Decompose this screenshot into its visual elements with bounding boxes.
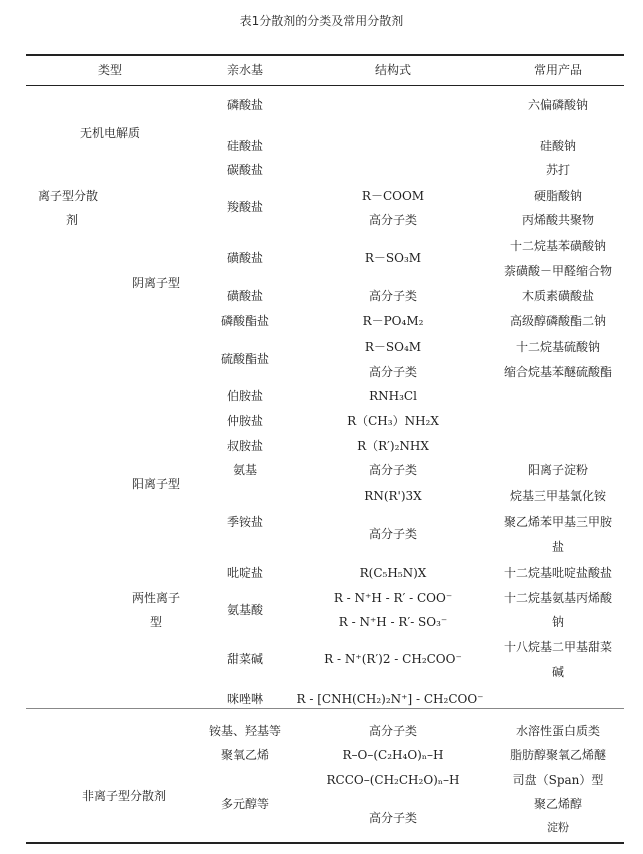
product-cell: 司盘（Span）型: [512, 773, 604, 787]
group-cell: 磺酸盐: [226, 289, 264, 303]
product-cell: 水溶性蛋白质类: [515, 724, 601, 738]
formula-cell: R - [CNH(CH₂)₂N⁺] - CH₂COO⁻: [296, 692, 484, 706]
group-cell: 氨基酸: [226, 603, 264, 617]
product-cell: 淀粉: [547, 821, 569, 834]
group-cell: 硅酸盐: [226, 139, 264, 153]
product-cell: 十二烷基氨基丙烯酸: [503, 591, 613, 605]
formula-cell: RCCO–(CH₂CH₂O)ₙ–H: [326, 773, 460, 787]
category-nonionic: 非离子型分散剂: [82, 789, 167, 803]
product-cell: 碱: [551, 665, 565, 679]
category-ionic-line1: 离子型分散: [38, 189, 99, 203]
product-cell: 苏打: [545, 163, 571, 177]
group-cell: 磺酸盐: [226, 251, 264, 265]
formula-cell: R－COOM: [361, 189, 425, 203]
category-amphoteric-line2: 型: [150, 615, 163, 629]
product-cell: 木质素磺酸盐: [521, 289, 595, 303]
group-cell: 多元醇等: [220, 797, 270, 811]
group-cell: 羧酸盐: [226, 200, 264, 214]
product-cell: 聚乙烯苯甲基三甲胺: [503, 515, 613, 529]
formula-cell: RN(R')3X: [364, 489, 422, 503]
formula-cell: R - N⁺(R′)2 - CH₂COO⁻: [324, 652, 462, 666]
formula-cell: R - N⁺H - R′ - COO⁻: [333, 591, 453, 605]
formula-cell: R（R′)₂NHX: [357, 439, 429, 453]
formula-cell: R－SO₄M: [364, 340, 422, 354]
group-cell: 季铵盐: [226, 515, 264, 529]
group-cell: 磷酸酯盐: [220, 314, 270, 328]
group-cell: 吡啶盐: [226, 566, 264, 580]
header-formula: 结构式: [374, 63, 412, 77]
product-cell: 十二烷基吡啶盐酸盐: [503, 566, 613, 580]
product-cell: 脂肪醇聚氧乙烯醚: [509, 748, 607, 762]
group-cell: 咪唑啉: [226, 692, 264, 706]
product-cell: 十二烷基苯磺酸钠: [509, 239, 607, 253]
header-type: 类型: [97, 63, 123, 77]
formula-cell: R（CH₃）NH₂X: [347, 414, 439, 428]
formula-cell: R－PO₄M₂: [362, 314, 424, 328]
product-cell: 十二烷基硫酸钠: [515, 340, 601, 354]
formula-cell: R–O–(C₂H₄O)ₙ–H: [342, 748, 444, 762]
top-rule: [26, 54, 624, 56]
product-cell: 缩合烷基苯醚硫酸酯: [503, 365, 613, 379]
formula-cell: 高分子类: [368, 811, 418, 825]
group-cell: 聚氧乙烯: [220, 748, 270, 762]
formula-cell: 高分子类: [368, 289, 418, 303]
formula-cell: R(C₅H₅N)X: [359, 566, 427, 580]
formula-cell: R - N⁺H - R′- SO₃⁻: [338, 615, 448, 629]
category-inorganic: 无机电解质: [80, 126, 141, 140]
product-cell: 阳离子淀粉: [527, 463, 589, 477]
category-anionic: 阴离子型: [132, 276, 181, 290]
product-cell: 丙烯酸共聚物: [521, 213, 595, 227]
group-cell: 硫酸酯盐: [220, 352, 270, 366]
formula-cell: R－SO₃M: [364, 251, 422, 265]
formula-cell: 高分子类: [368, 463, 418, 477]
group-cell: 碳酸盐: [226, 163, 264, 177]
formula-cell: 高分子类: [368, 213, 418, 227]
category-amphoteric-line1: 两性离子: [132, 591, 181, 605]
group-cell: 铵基、羟基等: [208, 724, 282, 738]
formula-cell: 高分子类: [368, 365, 418, 379]
group-cell: 仲胺盐: [226, 414, 264, 428]
group-cell: 氨基: [232, 463, 258, 477]
category-ionic-line2: 剂: [66, 213, 79, 227]
product-cell: 硅酸钠: [539, 139, 577, 153]
section-rule: [26, 708, 624, 709]
product-cell: 高级醇磷酸酯二钠: [509, 314, 607, 328]
category-cationic: 阳离子型: [132, 477, 181, 491]
group-cell: 伯胺盐: [226, 389, 264, 403]
group-cell: 叔胺盐: [226, 439, 264, 453]
product-cell: 盐: [551, 540, 565, 554]
product-cell: 聚乙烯醇: [533, 797, 583, 811]
product-cell: 十八烷基二甲基甜菜: [503, 640, 613, 654]
formula-cell: 高分子类: [368, 724, 418, 738]
header-product: 常用产品: [533, 63, 583, 77]
product-cell: 硬脂酸钠: [533, 189, 583, 203]
table-caption: 表1分散剂的分类及常用分散剂: [239, 14, 404, 28]
formula-cell: RNH₃Cl: [369, 389, 417, 403]
bottom-rule: [26, 842, 624, 844]
header-group: 亲水基: [226, 63, 264, 77]
group-cell: 磷酸盐: [226, 98, 264, 112]
product-cell: 萘磺酸－甲醛缩合物: [503, 264, 613, 278]
header-rule: [26, 85, 624, 86]
product-cell: 烷基三甲基氯化铵: [509, 489, 607, 503]
formula-cell: 高分子类: [368, 527, 418, 541]
product-cell: 六偏磷酸钠: [527, 98, 589, 112]
product-cell: 钠: [551, 615, 565, 629]
group-cell: 甜菜碱: [226, 652, 264, 666]
